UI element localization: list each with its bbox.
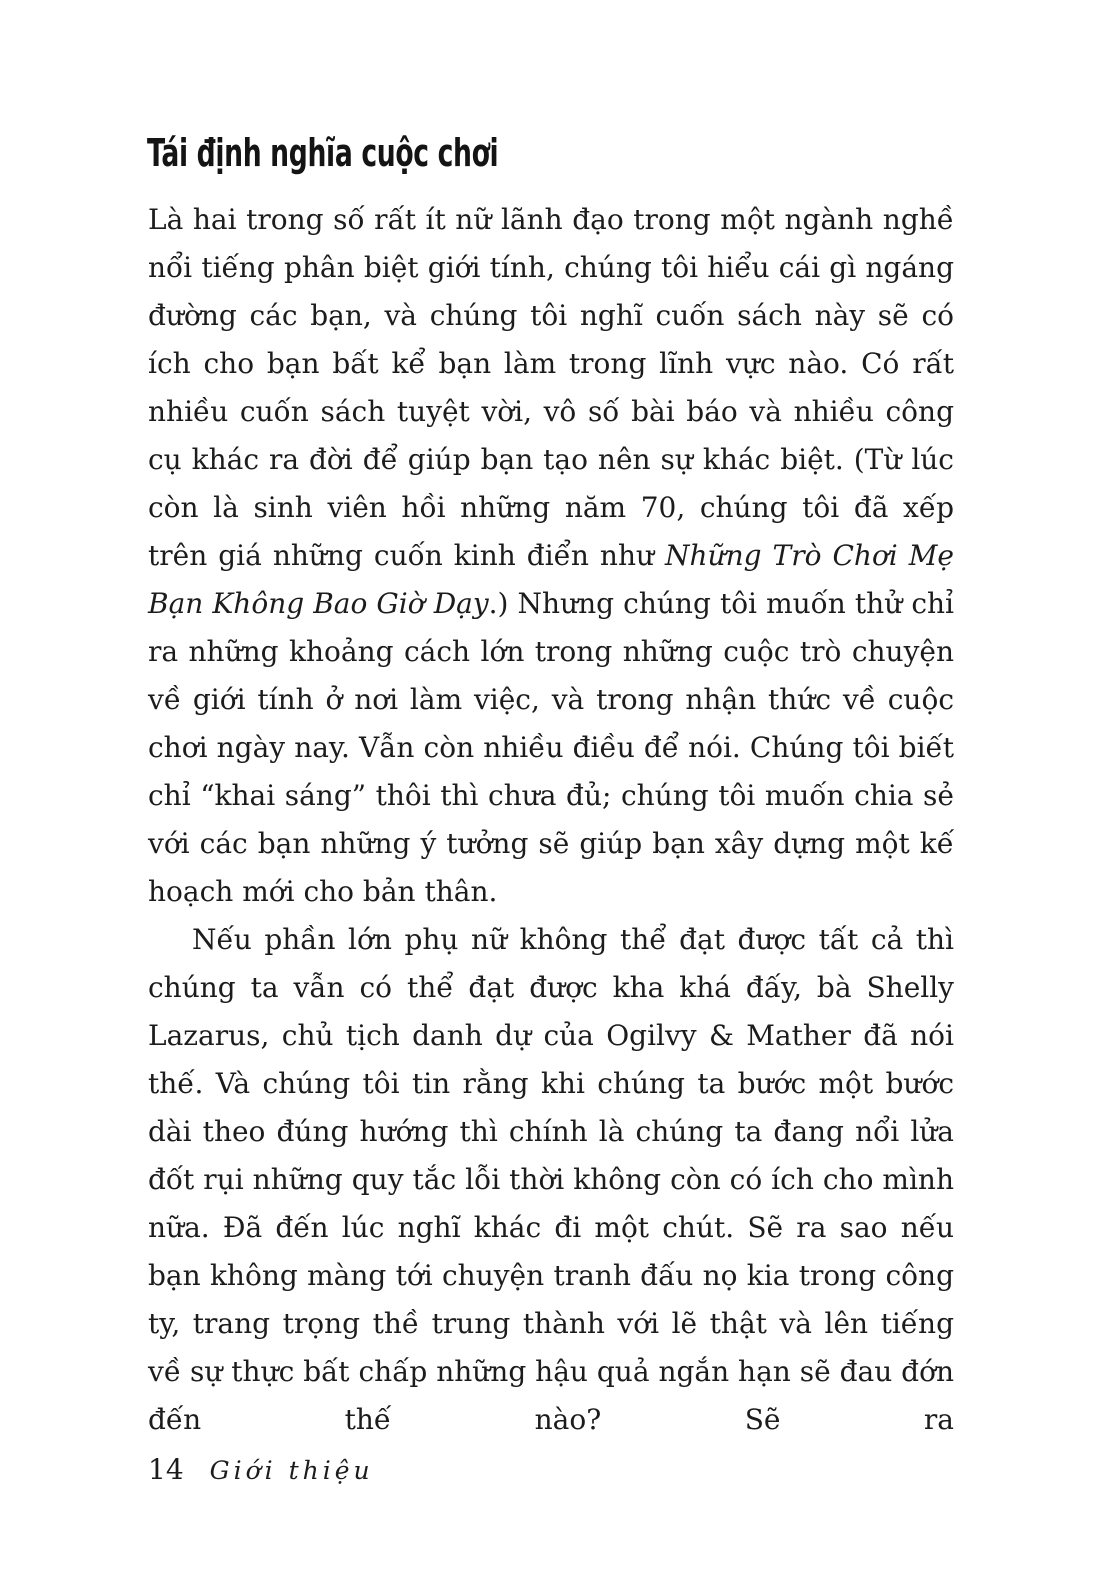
text-run: Nếu phần lớn phụ nữ không thể đạt được tất cả thì chúng ta vẫn có thể đạt được kha khá đấy, bà Shelly Lazarus, chủ tịch danh dự của Ogilvy & Mather đã nói thế. Và chúng tôi tin rằng khi chúng ta bước một bước dài theo đúng hướng thì chính là chúng ta đang nổi lửa đốt rụi những quy tắc lỗi thời không còn có ích cho mình nữa. Đã đến lúc nghĩ khác đi một chút. Sẽ ra sao nếu bạn không màng tới chuyện tranh đấu nọ kia trong công ty, trang trọng thề trung thành với lẽ thật và lên tiếng về sự thực bất chấp những hậu quả ngắn hạn sẽ đau đớn đến thế nào? Sẽ ra xyxy=(148,923,954,1436)
paragraph xyxy=(148,196,954,916)
text-run: Là hai trong số rất ít nữ lãnh đạo trong một ngành nghề nổi tiếng phân biệt giới tính, chúng tôi hiểu cái gì ngáng đường các bạn, và chúng tôi nghĩ cuốn sách này sẽ có ích cho bạn bất kể bạn làm trong lĩnh vực nào. Có rất nhiều cuốn sách tuyệt vời, vô số bài báo và nhiều công cụ khác ra đời để giúp bạn tạo nên sự khác biệt. (Từ lúc còn là sinh viên hồi những năm 70, chúng tôi đã xếp trên giá những cuốn kinh điển như xyxy=(148,203,954,572)
page-number: 14 xyxy=(148,1453,184,1486)
italic-text-run: Những Trò Chơi Mẹ Bạn Không Bao Giờ Dạy xyxy=(148,539,955,620)
page-footer xyxy=(148,1453,374,1486)
text-run: .) Nhưng chúng tôi muốn thử chỉ ra những khoảng cách lớn trong những cuộc trò chuyện về giới tính ở nơi làm việc, và trong nhận thức về cuộc chơi ngày nay. Vẫn còn nhiều điều để nói. Chúng tôi biết chỉ “khai sáng” thôi thì chưa đủ; chúng tôi muốn chia sẻ với các bạn những ý tưởng sẽ giúp bạn xây dựng một kế hoạch mới cho bản thân. xyxy=(148,587,954,908)
paragraph xyxy=(148,916,954,1444)
section-heading: Tái định nghĩa cuộc chơi xyxy=(147,131,499,175)
section-title: Giới thiệu xyxy=(209,1456,374,1485)
body-text xyxy=(148,196,954,1444)
